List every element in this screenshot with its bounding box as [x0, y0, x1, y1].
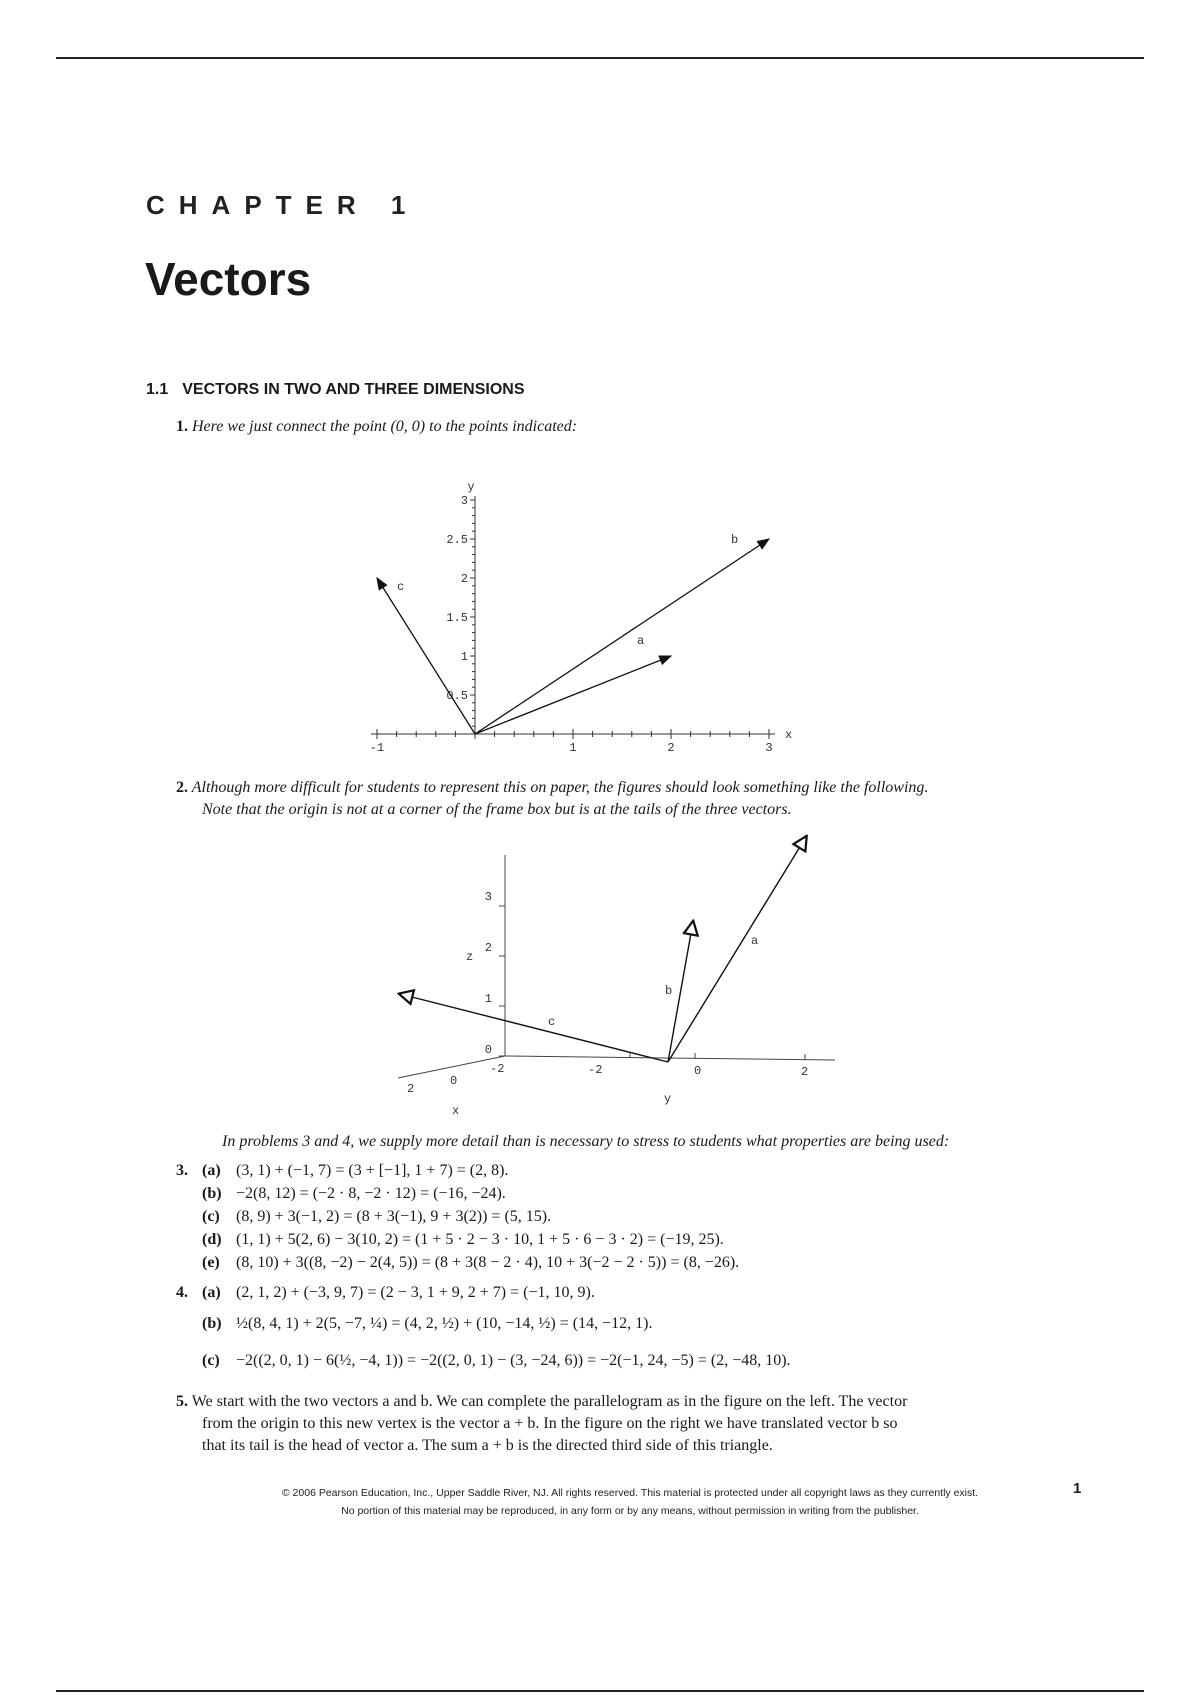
- y-tick-label: -2: [588, 1063, 603, 1077]
- vector-3d-label-a: a: [751, 934, 759, 948]
- y-axis-label: y: [664, 1092, 672, 1106]
- z-axis-label: z: [466, 950, 474, 964]
- problem-4-part-a: [176, 1282, 595, 1304]
- part-expression: (8, 9) + 3(−1, 2) = (8 + 3(−1), 9 + 3(2)) = (5, 15).: [236, 1208, 552, 1225]
- part-label: (d): [202, 1231, 222, 1248]
- problem-5-number: 5.: [176, 1393, 188, 1410]
- y-tick-label: -2: [490, 1062, 505, 1076]
- y-ticks: [490, 1052, 808, 1106]
- x-tick-label: 2: [667, 741, 675, 755]
- y-tick-label: 2: [460, 572, 468, 586]
- part-label: (e): [202, 1254, 220, 1271]
- part-label: (c): [202, 1352, 220, 1369]
- vector-a: [475, 656, 671, 734]
- problem-3-number: 3.: [176, 1162, 188, 1179]
- x-tick-label: -1: [369, 741, 385, 755]
- z-ticks: [466, 890, 505, 1057]
- problem-4-number: 4.: [176, 1284, 188, 1301]
- x-tick-label: 0: [450, 1074, 458, 1088]
- y-tick-label: 2.5: [446, 533, 468, 547]
- bottom-rule: [56, 1690, 1144, 1692]
- problem-5-line-2: from the origin to this new vertex is the vector a + b. In the figure on the right we have translated vector b so: [202, 1415, 898, 1432]
- part-label: (c): [202, 1208, 220, 1225]
- part-expression: (1, 1) + 5(2, 6) − 3(10, 2) = (1 + 5 · 2 − 3 · 10, 1 + 5 · 6 − 3 · 2) = (−19, 25).: [236, 1231, 724, 1248]
- copyright-line-2: No portion of this material may be reproduced, in any form or by any means, without permission in writing from the publisher.: [341, 1505, 919, 1517]
- vector-3d-c: [400, 994, 668, 1062]
- part-label: (a): [202, 1284, 221, 1301]
- problem-4-part-c: [176, 1350, 791, 1372]
- figure-3d-vectors: [390, 830, 850, 1120]
- problem-2-text: [176, 777, 1096, 799]
- y-tick-label: 0.5: [446, 689, 468, 703]
- z-tick-label: 1: [484, 992, 492, 1006]
- z-tick-label: 0: [484, 1043, 492, 1057]
- y-tick-label: 1.5: [446, 611, 468, 625]
- problem-3-part-d: [176, 1229, 724, 1251]
- vector-label-b: b: [731, 533, 739, 547]
- problem-2-line-2: Note that the origin is not at a corner of the frame box but is at the tails of the three vectors.: [202, 801, 792, 818]
- part-expression: (3, 1) + (−1, 7) = (3 + [−1], 1 + 7) = (2, 8).: [236, 1162, 509, 1179]
- part-expression: (2, 1, 2) + (−3, 9, 7) = (2 − 3, 1 + 9, 2 + 7) = (−1, 10, 9).: [236, 1284, 595, 1301]
- problem-3-part-a: [176, 1160, 508, 1182]
- part-label: (b): [202, 1315, 222, 1332]
- x-axis-label: x: [452, 1104, 460, 1118]
- problem-4-part-b: [176, 1313, 652, 1335]
- problem-5-text-1: We start with the two vectors a and b. We can complete the parallelogram as in the figure on the left. The vector: [191, 1393, 908, 1410]
- top-rule: [56, 57, 1144, 59]
- part-expression: −2((2, 0, 1) − 6(½, −4, 1)) = −2((2, 0, 1) − (3, −24, 6)) = −2(−1, 24, −5) = (2, −48, 10).: [236, 1352, 791, 1369]
- vector-3d-label-c: c: [548, 1015, 556, 1029]
- x-tick-label: 2: [407, 1082, 415, 1096]
- x-tick-label: 3: [765, 741, 773, 755]
- part-label: (a): [202, 1162, 221, 1179]
- y-tick-label: 1: [460, 650, 468, 664]
- part-label: (b): [202, 1185, 222, 1202]
- x-axis-label: x: [785, 728, 793, 742]
- y-tick-label: 0: [694, 1064, 702, 1078]
- y-tick-label: 2: [801, 1065, 809, 1079]
- part-expression: ½(8, 4, 1) + 2(5, −7, ¼) = (4, 2, ½) + (10, −14, ½) = (14, −12, 1).: [236, 1315, 653, 1332]
- x-ticks: [407, 1074, 459, 1118]
- intro-problems-3-4: In problems 3 and 4, we supply more detail than is necessary to stress to students what properties are being used:: [222, 1133, 950, 1150]
- vector-b: [475, 539, 769, 734]
- problem-3-part-e: [176, 1252, 739, 1274]
- problem-3-part-b: [176, 1183, 506, 1205]
- problem-2-line-1: Although more difficult for students to represent this on paper, the figures should look something like the following.: [191, 779, 929, 796]
- problem-2-number: 2.: [176, 779, 188, 796]
- vector-label-c: c: [397, 580, 405, 594]
- problem-3-part-c: [176, 1206, 551, 1228]
- chapter-label: CHAPTER 1: [146, 190, 420, 220]
- z-tick-label: 2: [484, 941, 492, 955]
- y-axis-label: y: [467, 480, 475, 494]
- problem-1-text: [176, 416, 577, 438]
- page-number: 1: [1073, 1480, 1082, 1497]
- problem-1-statement: Here we just connect the point (0, 0) to the points indicated:: [192, 418, 578, 435]
- problem-5-line-1: [176, 1391, 1096, 1413]
- copyright-line-1: © 2006 Pearson Education, Inc., Upper Saddle River, NJ. All rights reserved. This material is protected under all copyright laws as they currently exist.: [281, 1487, 979, 1499]
- figure-2d-vectors: [369, 452, 835, 755]
- problem-1-number: 1.: [176, 418, 188, 435]
- problem-5-line-3: that its tail is the head of vector a. The sum a + b is the directed third side of this triangle.: [202, 1437, 773, 1454]
- z-tick-label: 3: [484, 890, 492, 904]
- section-number: 1.1: [146, 381, 169, 398]
- y-tick-label: 3: [460, 494, 468, 508]
- vector-3d-label-b: b: [665, 984, 673, 998]
- copyright-footer: [160, 1484, 1100, 1520]
- part-expression: −2(8, 12) = (−2 · 8, −2 · 12) = (−16, −24).: [236, 1185, 506, 1202]
- vector-label-a: a: [637, 634, 645, 648]
- section-heading: [146, 381, 525, 399]
- part-expression: (8, 10) + 3((8, −2) − 2(4, 5)) = (8 + 3(8 − 2 · 4), 10 + 3(−2 − 2 · 5)) = (8, −26).: [236, 1254, 740, 1271]
- chapter-title: Vectors: [145, 253, 312, 305]
- x-tick-label: 1: [569, 741, 577, 755]
- section-title: VECTORS IN TWO AND THREE DIMENSIONS: [182, 381, 525, 398]
